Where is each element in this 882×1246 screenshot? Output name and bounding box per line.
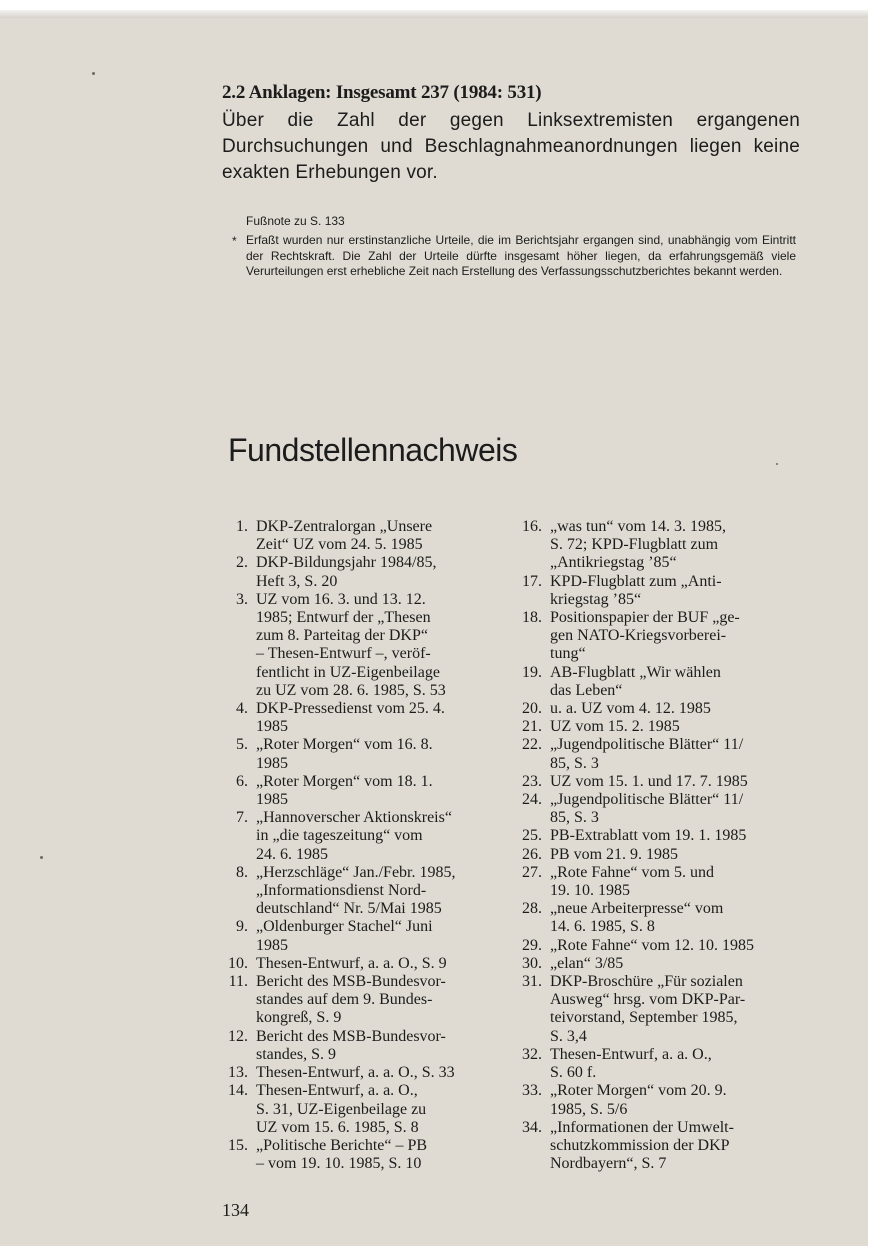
reference-number: 24. xyxy=(522,791,542,809)
reference-item xyxy=(222,1082,492,1137)
reference-text: UZ vom 15. 1. und 17. 7. 1985 xyxy=(550,772,748,790)
reference-number: 31. xyxy=(522,973,542,991)
footnote-title: Fußnote zu S. 133 xyxy=(246,214,345,228)
reference-number: 28. xyxy=(522,900,542,918)
reference-text: „Oldenburger Stachel“ Juni 1985 xyxy=(256,918,433,954)
reference-item xyxy=(508,1046,798,1082)
reference-number: 22. xyxy=(522,736,542,754)
reference-item xyxy=(508,1119,798,1174)
reference-item xyxy=(508,846,798,864)
reference-item xyxy=(222,973,492,1028)
reference-item xyxy=(508,973,798,1046)
reference-item xyxy=(508,573,798,609)
reference-item xyxy=(508,900,798,936)
reference-item xyxy=(222,1137,492,1173)
reference-text: AB-Flugblatt „Wir wählen das Leben“ xyxy=(550,663,721,699)
reference-item xyxy=(222,591,492,700)
reference-text: „Roter Morgen“ vom 18. 1. 1985 xyxy=(256,772,433,809)
footnote-text: Erfaßt wurden nur erstinstanzliche Urteile, die im Berichtsjahr ergangen sind, unabhängig vom Eintritt der Rechtskraft. Die Zahl der Urteile dürfte insgesamt höher liegen, da erfahrungsgemäß viele Verurteilungen erst erhebliche Zeit nach Erstellung des Verfassungsschutzberichtes bekannt werden. xyxy=(246,233,796,278)
reference-number: 2. xyxy=(236,554,248,572)
reference-text: PB-Extrablatt vom 19. 1. 1985 xyxy=(550,827,747,845)
reference-item xyxy=(222,918,492,954)
reference-number: 17. xyxy=(522,572,542,590)
reference-text: „Herzschläge“ Jan./Febr. 1985, „Informationsdienst Nord- deutschland“ Nr. 5/Mai 1985 xyxy=(256,863,456,918)
reference-number: 7. xyxy=(236,809,248,827)
reference-number: 25. xyxy=(522,827,542,845)
reference-text: PB vom 21. 9. 1985 xyxy=(550,845,679,863)
reference-text: „neue Arbeiterpresse“ vom 14. 6. 1985, S. 8 xyxy=(550,900,724,936)
reference-item xyxy=(222,1028,492,1064)
reference-item xyxy=(508,791,798,827)
reference-text: UZ vom 15. 2. 1985 xyxy=(550,718,680,736)
reference-item xyxy=(508,937,798,955)
reference-item xyxy=(222,864,492,919)
reference-number: 12. xyxy=(228,1027,248,1045)
reference-number: 33. xyxy=(522,1082,542,1100)
reference-text: „Politische Berichte“ – PB – vom 19. 10. 1985, S. 10 xyxy=(256,1136,428,1173)
footnote-asterisk: * xyxy=(232,234,237,248)
reference-item xyxy=(508,718,798,736)
reference-text: Thesen-Entwurf, a. a. O., S. 33 xyxy=(256,1064,455,1082)
references-list-left xyxy=(222,518,492,1173)
reference-number: 6. xyxy=(236,772,248,790)
reference-item xyxy=(508,700,798,718)
reference-text: „Informationen der Umwelt- schutzkommission der DKP Nordbayern“, S. 7 xyxy=(550,1118,734,1173)
section-body: Über die Zahl der gegen Linksextremisten ergangenen Durchsuchungen und Beschlagnahmeanordnungen liegen keine exakten Erhebungen vor. xyxy=(222,110,800,183)
reference-number: 15. xyxy=(228,1136,248,1154)
reference-item xyxy=(222,736,492,772)
reference-number: 14. xyxy=(228,1082,248,1100)
reference-text: KPD-Flugblatt zum „Anti- kriegstag ’85“ xyxy=(550,572,722,608)
reference-item xyxy=(222,955,492,973)
scan-speck xyxy=(776,463,778,465)
reference-number: 21. xyxy=(522,718,542,736)
reference-number: 10. xyxy=(228,954,248,972)
reference-number: 1. xyxy=(236,518,248,535)
scan-speck xyxy=(92,72,95,75)
reference-number: 32. xyxy=(522,1045,542,1063)
reference-text: „elan“ 3/85 xyxy=(550,954,624,972)
reference-item xyxy=(508,1082,798,1118)
reference-item xyxy=(508,955,798,973)
section-heading: 2.2 Anklagen: Insgesamt 237 (1984: 531) xyxy=(222,82,542,103)
reference-item xyxy=(222,1064,492,1082)
reference-number: 20. xyxy=(522,700,542,718)
reference-number: 26. xyxy=(522,845,542,863)
reference-text: „was tun“ vom 14. 3. 1985, S. 72; KPD-Flugblatt zum „Antikriegstag ’85“ xyxy=(550,518,726,572)
reference-text: DKP-Broschüre „Für sozialen Ausweg“ hrsg. vom DKP-Par- teivorstand, September 1985, S. 3,4 xyxy=(550,973,746,1045)
reference-text: Thesen-Entwurf, a. a. O., S. 9 xyxy=(256,954,447,972)
reference-number: 27. xyxy=(522,863,542,881)
reference-item xyxy=(508,664,798,700)
reference-item xyxy=(508,736,798,772)
reference-number: 4. xyxy=(236,700,248,718)
reference-number: 9. xyxy=(236,918,248,936)
reference-number: 18. xyxy=(522,609,542,627)
reference-text: „Jugendpolitische Blätter“ 11/ 85, S. 3 xyxy=(550,791,744,827)
references-title: Fundstellennachweis xyxy=(228,432,518,468)
reference-text: „Jugendpolitische Blätter“ 11/ 85, S. 3 xyxy=(550,736,744,772)
reference-item xyxy=(222,700,492,736)
reference-number: 19. xyxy=(522,663,542,681)
reference-text: „Rote Fahne“ vom 5. und 19. 10. 1985 xyxy=(550,863,714,900)
reference-text: Thesen-Entwurf, a. a. O., S. 31, UZ-Eigenbeilage zu UZ vom 15. 6. 1985, S. 8 xyxy=(256,1082,427,1136)
reference-item xyxy=(222,809,492,864)
reference-item xyxy=(222,554,492,590)
reference-text: Bericht des MSB-Bundesvor- standes, S. 9 xyxy=(256,1027,446,1063)
scan-speck xyxy=(40,856,43,859)
reference-number: 29. xyxy=(522,936,542,954)
reference-number: 3. xyxy=(236,590,248,608)
reference-number: 34. xyxy=(522,1118,542,1136)
reference-text: „Roter Morgen“ vom 16. 8. 1985 xyxy=(256,736,433,772)
reference-item xyxy=(508,864,798,900)
reference-item xyxy=(508,773,798,791)
reference-text: DKP-Pressedienst vom 25. 4. 1985 xyxy=(256,700,445,736)
reference-text: „Rote Fahne“ vom 12. 10. 1985 xyxy=(550,936,754,954)
reference-text: DKP-Zentralorgan „Unsere Zeit“ UZ vom 24. 5. 1985 xyxy=(256,518,433,554)
reference-text: UZ vom 16. 3. und 13. 12. 1985; Entwurf der „Thesen zum 8. Parteitag der DKP“ – Thesen-Entwurf –, veröf- fentlicht in UZ-Eigenbeilage zu UZ vom 28. 6. 1985, S. 53 xyxy=(256,590,446,699)
reference-text: Positionspapier der BUF „ge- gen NATO-Kriegsvorberei- tung“ xyxy=(550,609,740,663)
reference-item xyxy=(508,609,798,664)
reference-text: Bericht des MSB-Bundesvor- standes auf dem 9. Bundes- kongreß, S. 9 xyxy=(256,973,446,1027)
reference-number: 8. xyxy=(236,863,248,881)
reference-item xyxy=(222,518,492,554)
page-number: 134 xyxy=(222,1200,249,1220)
reference-number: 13. xyxy=(228,1064,248,1082)
reference-number: 16. xyxy=(522,518,542,535)
reference-item xyxy=(508,518,798,573)
reference-text: „Roter Morgen“ vom 20. 9. 1985, S. 5/6 xyxy=(550,1082,727,1118)
references-list-right xyxy=(508,518,798,1173)
reference-number: 23. xyxy=(522,772,542,790)
reference-text: „Hannoverscher Aktionskreis“ in „die tageszeitung“ vom 24. 6. 1985 xyxy=(256,809,452,863)
reference-text: Thesen-Entwurf, a. a. O., S. 60 f. xyxy=(550,1045,712,1082)
reference-item xyxy=(222,773,492,809)
reference-number: 11. xyxy=(228,973,248,991)
reference-number: 5. xyxy=(236,736,248,754)
reference-text: u. a. UZ vom 4. 12. 1985 xyxy=(550,700,711,718)
reference-item xyxy=(508,827,798,845)
reference-number: 30. xyxy=(522,954,542,972)
reference-text: DKP-Bildungsjahr 1984/85, Heft 3, S. 20 xyxy=(256,554,437,590)
